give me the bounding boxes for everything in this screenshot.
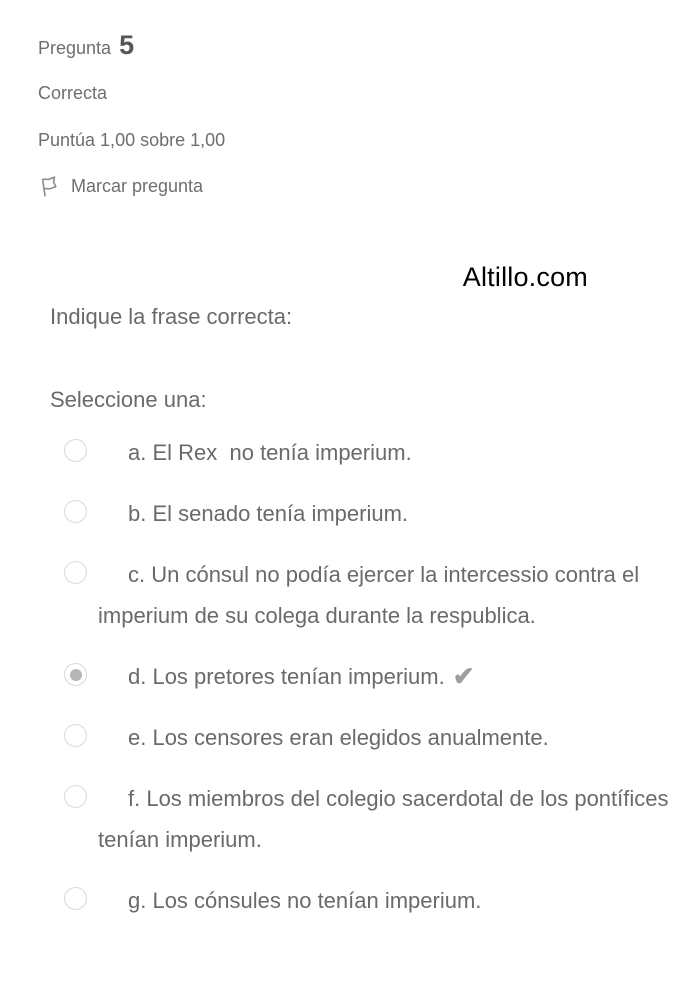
- answer-options-list: [0, 432, 700, 921]
- answer-option-g[interactable]: [0, 880, 700, 921]
- radio-button-f[interactable]: [64, 785, 87, 808]
- option-text-c: [98, 554, 673, 636]
- question-number: 5: [119, 30, 135, 60]
- option-label-b: b. El senado tenía imperium.: [128, 501, 409, 526]
- question-info-block: [0, 0, 700, 198]
- option-text-a: [98, 432, 673, 473]
- answer-option-c[interactable]: [0, 554, 700, 636]
- radio-button-g[interactable]: [64, 887, 87, 910]
- option-text-f: [98, 778, 673, 860]
- option-label-d: d. Los pretores tenían imperium.: [128, 664, 445, 689]
- radio-button-d-selected[interactable]: [64, 663, 87, 686]
- answer-option-f[interactable]: [0, 778, 700, 860]
- radio-button-e[interactable]: [64, 724, 87, 747]
- option-text-e: [98, 717, 673, 758]
- select-one-label: Seleccione una:: [50, 387, 207, 412]
- watermark-text: Altillo.com: [462, 262, 588, 292]
- flag-outline-icon: [37, 174, 63, 200]
- option-text-g: [98, 880, 673, 921]
- radio-button-b[interactable]: [64, 500, 87, 523]
- question-state: Correcta: [38, 83, 108, 103]
- option-text-b: [98, 493, 673, 534]
- option-text-d: [98, 656, 673, 697]
- question-label: Pregunta: [38, 38, 112, 58]
- answer-option-d[interactable]: [0, 656, 700, 697]
- correct-check-icon: ✔: [452, 661, 475, 691]
- answer-option-e[interactable]: [0, 717, 700, 758]
- option-label-e: e. Los censores eran elegidos anualmente.: [128, 725, 549, 750]
- flag-question-button[interactable]: [38, 175, 700, 198]
- option-label-f: f. Los miembros del colegio sacerdotal de los pontífices tenían imperium.: [98, 786, 675, 852]
- option-label-a: a. El Rex no tenía imperium.: [128, 440, 412, 465]
- question-title: [38, 30, 700, 61]
- answer-option-a[interactable]: [0, 432, 700, 473]
- question-grade: Puntúa 1,00 sobre 1,00: [38, 130, 226, 150]
- option-label-c: c. Un cónsul no podía ejercer la intercessio contra el imperium de su colega durante la respublica.: [98, 562, 646, 628]
- answer-option-b[interactable]: [0, 493, 700, 534]
- flag-question-label: Marcar pregunta: [71, 176, 204, 196]
- question-prompt: Indique la frase correcta:: [50, 304, 293, 329]
- option-label-g: g. Los cónsules no tenían imperium.: [128, 888, 482, 913]
- radio-button-a[interactable]: [64, 439, 87, 462]
- radio-button-c[interactable]: [64, 561, 87, 584]
